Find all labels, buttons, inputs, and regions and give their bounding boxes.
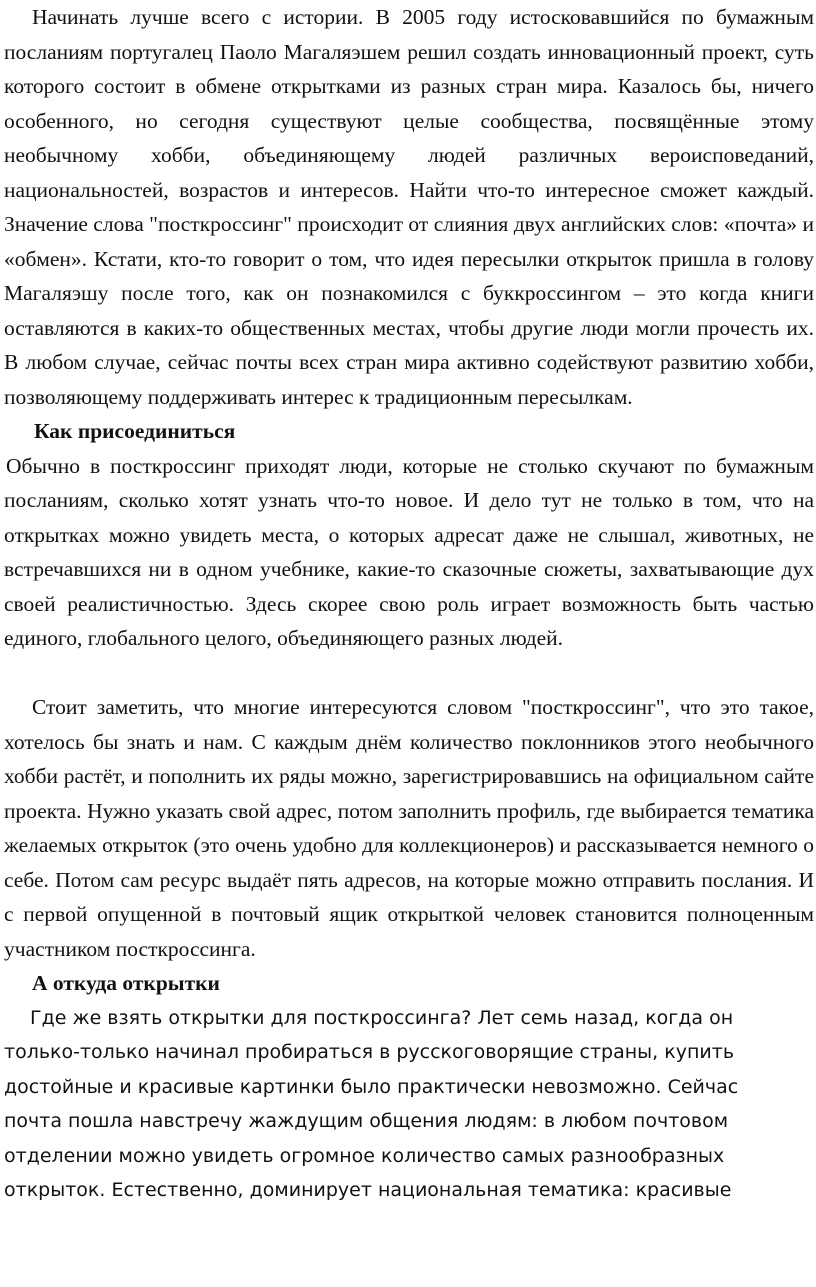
heading-where-cards-come-from: А откуда открытки [32,971,220,995]
paragraph-registration: Стоит заметить, что многие интересуются словом "посткроссинг", что это такое, хотелось бы знать и нам. С каждым днём количество поклонников этого необычного хобби растёт, и пополнить их ряды можно, зарегистрировавшись на официальном сайте проекта. Нужно указать свой адрес, потом заполнить профиль, где выбирается тематика желаемых открыток (это очень удобно для коллекционеров) и рассказывается немного о себе. Потом сам ресурс выдаёт пять адресов, на которые можно отправить послания. И с первой опущенной в почтовый ящик открыткой человек становится полноценным участником посткроссинга. [4,695,814,961]
paragraph-where-to-get-cards: Где же взять открытки для посткроссинга? Лет семь назад, когда он только-только начинал пробираться в русскоговорящие страны, купить достойные и красивые картинки было практически невозможно. Сейчас почта пошла навстречу жаждущим общения людям: в любом почтовом отделении можно увидеть огромное количество самых разнообразных открыток. Естественно, доминирует национальная тематика: красивые [4,1006,739,1201]
heading-how-to-join: Как присоединиться [34,419,236,443]
blank-line [4,656,814,691]
paragraph-who-joins: Обычно в посткроссинг приходят люди, которые не столько скучают по бумажным посланиям, сколько хотят узнать что-то новое. И дело тут не только в том, что на открытках можно увидеть места, о которых адресат даже не слышал, животных, не встречавшихся ни в одном учебнике, какие-то сказочные сюжеты, захватывающие дух своей реалистичностью. Здесь скорее свою роль играет возможность быть частью единого, глобального целого, объединяющего разных людей. [4,453,814,650]
paragraph-history: Начинать лучше всего с истории. В 2005 году истосковавшийся по бумажным посланиям португалец Паоло Магаляэшем решил создать инновационный проект, суть которого состоит в обмене открытками из разных стран мира. Казалось бы, ничего особенного, но сегодня существуют целые сообщества, посвящённые этому необычному хобби, объединяющему людей различных вероисповеданий, национальностей, возрастов и интересов. Найти что-то интересное сможет каждый. Значение слова "посткроссинг" происходит от слияния двух английских слов: «почта» и «обмен». Кстати, кто-то говорит о том, что идея пересылки открыток пришла в голову Магаляэшу после того, как он познакомился с буккроссингом – это когда книги оставляются в каких-то общественных местах, чтобы другие люди могли прочесть их. В любом случае, сейчас почты всех стран мира активно содействуют развитию хобби, позволяющему поддерживать интерес к традиционным пересылкам. [4,5,814,409]
